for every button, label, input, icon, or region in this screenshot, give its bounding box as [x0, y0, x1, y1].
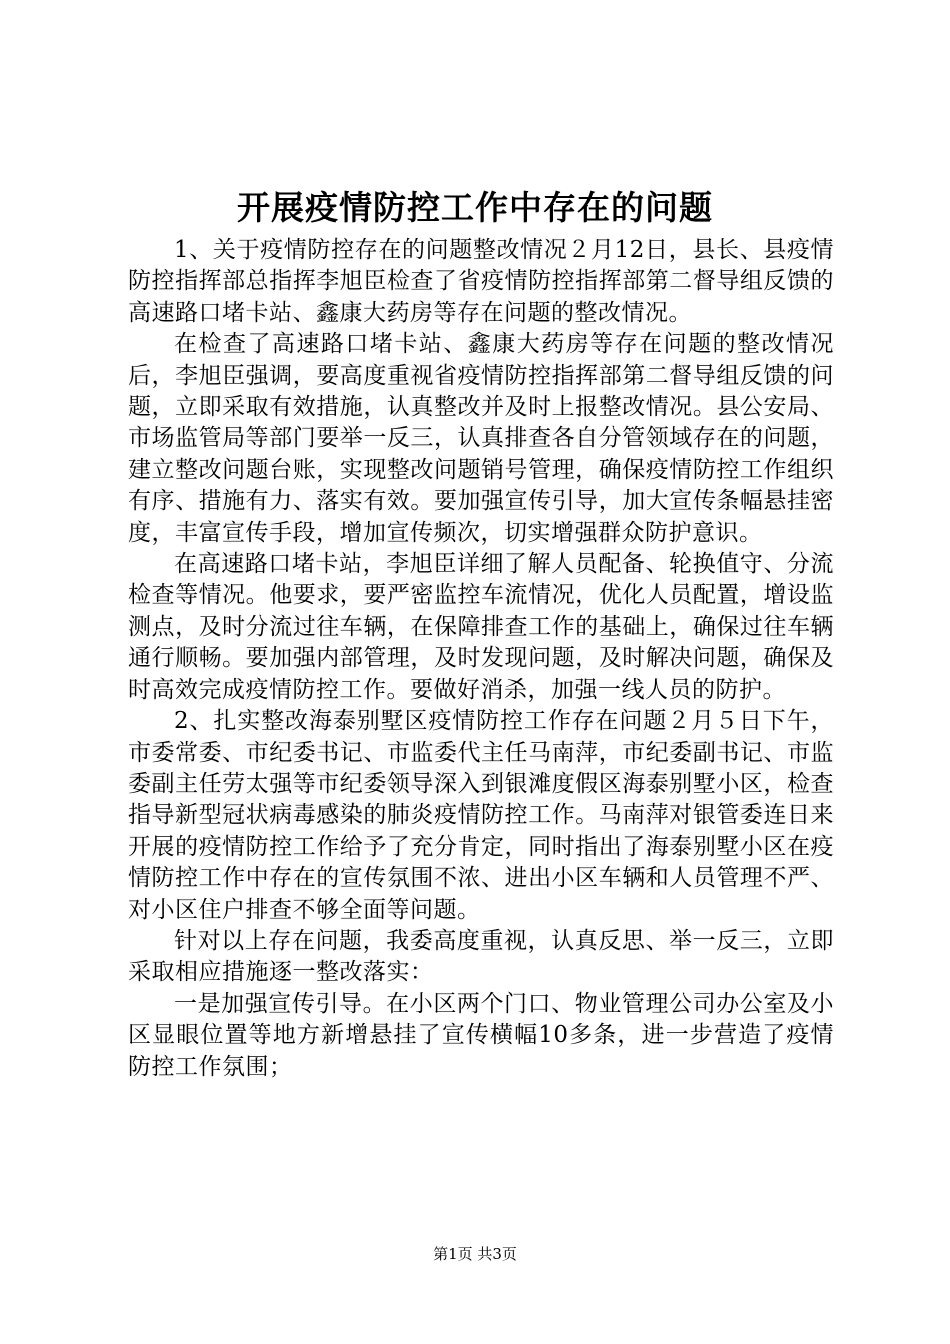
document-title: 开展疫情防控工作中存在的问题 — [237, 188, 713, 227]
paragraph: 针对以上存在问题，我委高度重视，认真反思、举一反三，立即采取相应措施逐一整改落实： — [128, 927, 834, 986]
paragraph: 一是加强宣传引导。在小区两个门口、物业管理公司办公室及小区显眼位置等地方新增悬挂了宣传横幅10多条，进一步营造了疫情防控工作氛围； — [128, 990, 834, 1080]
paragraph: 1、关于疫情防控存在的问题整改情况２月12日，县长、县疫情防控指挥部总指挥李旭臣检查了省疫情防控指挥部第二督导组反馈的高速路口堵卡站、鑫康大药房等存在问题的整改情况。 — [128, 237, 834, 326]
document-body — [128, 235, 834, 1083]
paragraph: 在检查了高速路口堵卡站、鑫康大药房等存在问题的整改情况后，李旭臣强调，要高度重视省疫情防控指挥部第二督导组反馈的问题，立即采取有效措施，认真整改并及时上报整改情况。县公安局、市场监管局等部门要举一反三，认真排查各自分管领域存在的问题，建立整改问题台账，实现整改问题销号管理，确保疫情防控工作组织有序、措施有力、落实有效。要加强宣传引导，加大宣传条幅悬挂密度，丰富宣传手段，增加宣传频次，切实增强群众防护意识。 — [128, 331, 834, 546]
paragraph: 2、扎实整改海泰别墅区疫情防控工作存在问题２月５日下午，市委常委、市纪委书记、市监委代主任马南萍，市纪委副书记、市监委副主任劳太强等市纪委领导深入到银滩度假区海泰别墅小区，检查指导新型冠状病毒感染的肺炎疫情防控工作。马南萍对银管委连日来开展的疫情防控工作给予了充分肯定，同时指出了海泰别墅小区在疫情防控工作中存在的宣传氛围不浓、进出小区车辆和人员管理不严、对小区住户排查不够全面等问题。 — [128, 708, 834, 923]
page-footer: 第1页 共3页 — [433, 1245, 517, 1263]
paragraph: 在高速路口堵卡站，李旭臣详细了解人员配备、轮换值守、分流检查等情况。他要求，要严密监控车流情况，优化人员配置，增设监测点，及时分流过往车辆，在保障排查工作的基础上，确保过往车辆通行顺畅。要加强内部管理，及时发现问题，及时解决问题，确保及时高效完成疫情防控工作。要做好消杀，加强一线人员的防护。 — [128, 551, 834, 703]
